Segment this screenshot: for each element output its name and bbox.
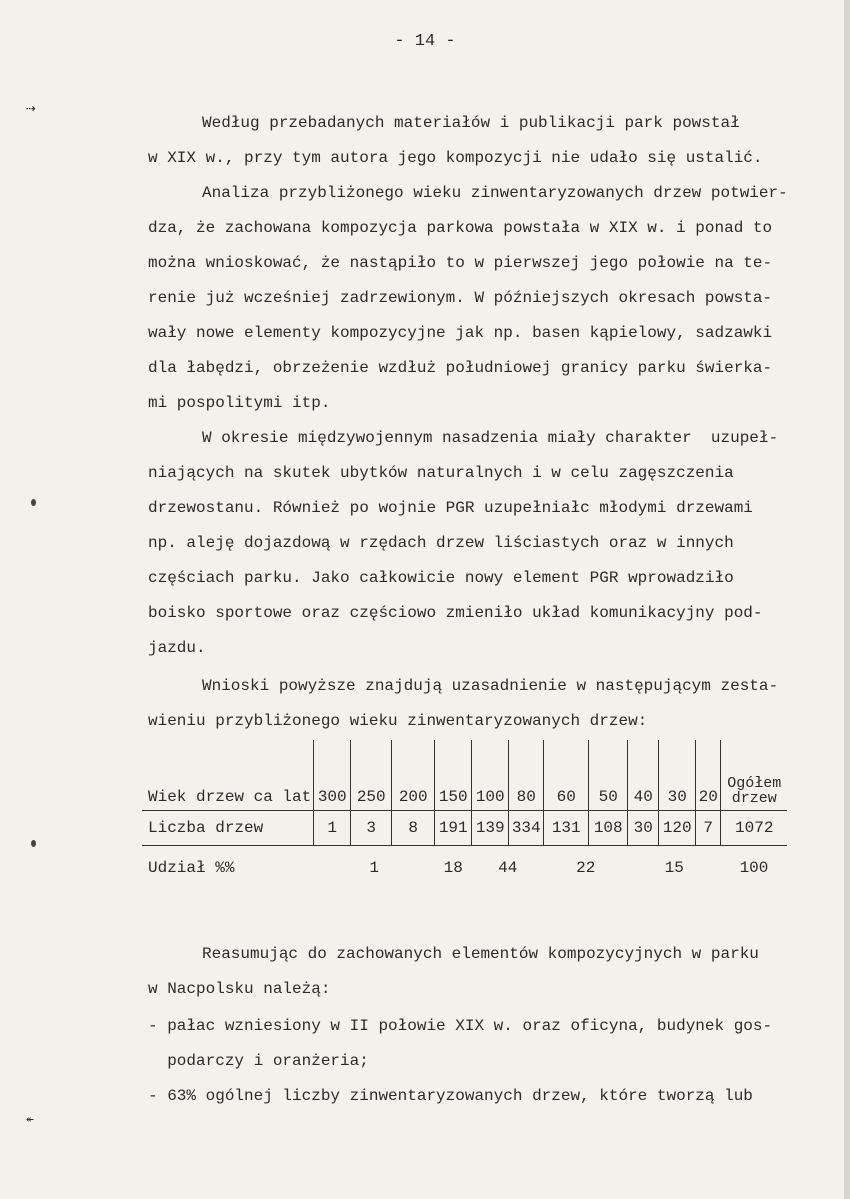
age-cell: 40 bbox=[628, 740, 659, 811]
text-line: Wnioski powyższe znajdują uzasadnienie w następującym zesta- bbox=[202, 677, 779, 695]
text-line: dza, że zachowana kompozycja parkowa powstała w XIX w. i ponad to bbox=[148, 219, 773, 237]
age-cell: 100 bbox=[472, 740, 509, 811]
share-cell: 44 bbox=[498, 859, 518, 877]
list-item-continuation: podarczy i oranżeria; bbox=[148, 1052, 369, 1070]
total-share-cell: 100 bbox=[739, 859, 769, 877]
text-line: drzewostanu. Również po wojnie PGR uzupełniałc młodymi drzewami bbox=[148, 499, 753, 517]
count-cell: 334 bbox=[509, 811, 544, 846]
share-cell: 15 bbox=[664, 859, 684, 877]
age-cell: 20 bbox=[696, 740, 721, 811]
share-cell: 1 bbox=[369, 859, 380, 877]
text-line: częściach parku. Jako całkowicie nowy element PGR wprowadziło bbox=[148, 569, 734, 587]
text-line: wieniu przybliżonego wieku zinwentaryzowanych drzew: bbox=[148, 712, 648, 730]
age-cell: 50 bbox=[589, 740, 628, 811]
table-row-count bbox=[142, 811, 787, 846]
list-item: - pałac wzniesiony w II połowie XIX w. oraz oficyna, budynek gos- bbox=[148, 1017, 773, 1035]
age-cell: 80 bbox=[509, 740, 544, 811]
age-cell: 60 bbox=[544, 740, 589, 811]
age-cell: 150 bbox=[435, 740, 472, 811]
table-row-share bbox=[142, 846, 787, 891]
count-cell: 8 bbox=[392, 811, 435, 846]
text-line: W okresie międzywojennym nasadzenia miały charakter uzupeł- bbox=[202, 429, 779, 447]
text-line: można wnioskować, że nastąpiło to w pierwszej jego połowie na te- bbox=[148, 254, 773, 272]
count-cell: 7 bbox=[696, 811, 721, 846]
text-line: w Nacpolsku należą: bbox=[148, 980, 331, 998]
page-number: - 14 - bbox=[394, 32, 456, 51]
text-line: wały nowe elementy kompozycyjne jak np. basen kąpielowy, sadzawki bbox=[148, 324, 773, 342]
text-line: dla łabędzi, obrzeżenie wzdłuż południowej granicy parku świerka- bbox=[148, 359, 773, 377]
total-count-cell: 1072 bbox=[721, 811, 788, 846]
text-line: w XIX w., przy tym autora jego kompozycji nie udało się ustalić. bbox=[148, 149, 763, 167]
list-item: - 63% ogólnej liczby zinwentaryzowanych drzew, które tworzą lub bbox=[148, 1087, 753, 1105]
age-cell: 30 bbox=[659, 740, 696, 811]
margin-mark-icon: ⇢ bbox=[26, 100, 36, 118]
count-cell: 139 bbox=[472, 811, 509, 846]
count-cell: 131 bbox=[544, 811, 589, 846]
text-line: renie już wcześniej zadrzewionym. W późniejszych okresach powsta- bbox=[148, 289, 773, 307]
share-cell: 18 bbox=[443, 859, 463, 877]
count-cell: 30 bbox=[628, 811, 659, 846]
total-header-line: drzew bbox=[731, 790, 777, 807]
row-label-age: Wiek drzew ca lat bbox=[142, 740, 314, 811]
row-label-share: Udział %% bbox=[148, 859, 235, 877]
margin-dot-icon bbox=[31, 840, 36, 847]
count-cell: 120 bbox=[659, 811, 696, 846]
page-edge bbox=[844, 0, 850, 1199]
tree-age-table bbox=[142, 740, 787, 890]
text-line: boisko sportowe oraz częściowo zmieniło układ komunikacyjny pod- bbox=[148, 604, 763, 622]
table-row-age bbox=[142, 740, 787, 811]
count-cell: 3 bbox=[351, 811, 392, 846]
text-line: np. aleję dojazdową w rzędach drzew liściastych oraz w innych bbox=[148, 534, 734, 552]
age-cell: 200 bbox=[392, 740, 435, 811]
text-line: Analiza przybliżonego wieku zinwentaryzowanych drzew potwier- bbox=[202, 184, 788, 202]
share-cell: 22 bbox=[576, 859, 596, 877]
margin-mark-icon: ↞ bbox=[26, 1112, 34, 1127]
total-header-line: Ogółem bbox=[727, 775, 782, 792]
margin-dot-icon bbox=[31, 499, 36, 506]
text-line: mi pospolitymi itp. bbox=[148, 394, 331, 412]
text-line: Reasumując do zachowanych elementów kompozycyjnych w parku bbox=[202, 945, 759, 963]
text-line: jazdu. bbox=[148, 639, 206, 657]
age-cell: 250 bbox=[351, 740, 392, 811]
text-line: Według przebadanych materiałów i publikacji park powstał bbox=[202, 114, 740, 132]
text-line: niających na skutek ubytków naturalnych i w celu zagęszczenia bbox=[148, 464, 734, 482]
total-header bbox=[721, 740, 788, 811]
age-cell: 300 bbox=[314, 740, 351, 811]
count-cell: 108 bbox=[589, 811, 628, 846]
count-cell: 191 bbox=[435, 811, 472, 846]
count-cell: 1 bbox=[314, 811, 351, 846]
row-label-count: Liczba drzew bbox=[142, 811, 314, 846]
